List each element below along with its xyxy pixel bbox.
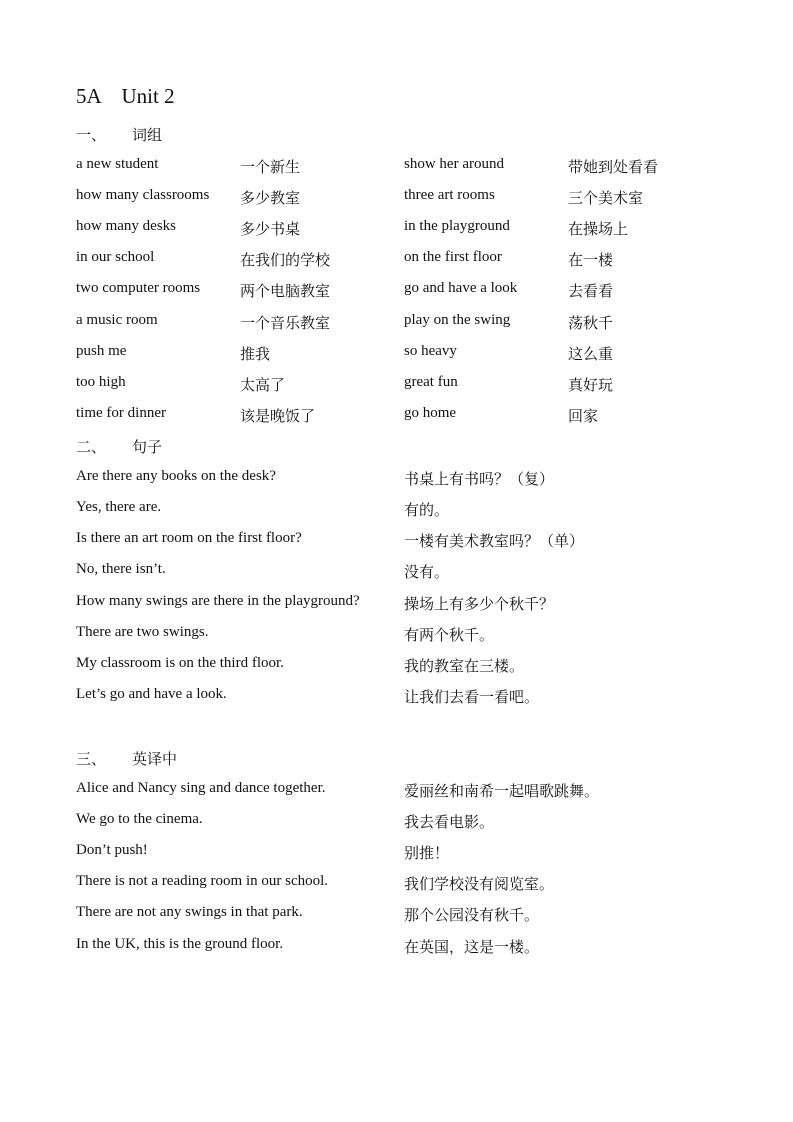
phrase-english: great fun	[404, 374, 458, 390]
sentence-english: My classroom is on the third floor.	[76, 655, 284, 671]
translation-chinese: 在英国，这是一楼。	[404, 940, 540, 956]
phrase-row	[0, 187, 793, 211]
translation-chinese: 爱丽丝和南希一起唱歌跳舞。	[404, 784, 600, 800]
sentence-english: There are two swings.	[76, 624, 209, 640]
translation-row	[0, 936, 793, 960]
phrase-english: on the first floor	[404, 249, 502, 265]
phrase-chinese: 太高了	[240, 378, 286, 394]
phrase-chinese: 两个电脑教室	[240, 284, 331, 300]
translation-row	[0, 904, 793, 928]
phrase-chinese: 这么重	[568, 347, 614, 363]
sentence-chinese: 操场上有多少个秋千？	[404, 597, 555, 613]
sentence-english: Let’s go and have a look.	[76, 686, 227, 702]
sentence-chinese: 没有。	[404, 565, 450, 581]
section-heading-translation	[76, 748, 177, 769]
phrase-english: time for dinner	[76, 405, 166, 421]
sentence-chinese: 一楼有美术教室吗？（单）	[404, 534, 585, 550]
translation-english: We go to the cinema.	[76, 811, 203, 827]
sentence-row	[0, 655, 793, 679]
sentence-chinese: 有的。	[404, 503, 450, 519]
phrase-chinese: 真好玩	[568, 378, 614, 394]
translation-chinese: 别推！	[404, 846, 450, 862]
phrase-row	[0, 312, 793, 336]
translation-chinese: 我去看电影。	[404, 815, 495, 831]
phrase-chinese: 在我们的学校	[240, 253, 331, 269]
phrase-english: how many desks	[76, 218, 176, 234]
translation-row	[0, 873, 793, 897]
translation-english: Alice and Nancy sing and dance together.	[76, 780, 326, 796]
sentence-row	[0, 499, 793, 523]
translation-english: There are not any swings in that park.	[76, 904, 303, 920]
phrase-english: how many classrooms	[76, 187, 210, 203]
sentence-row	[0, 468, 793, 492]
sentence-row	[0, 624, 793, 648]
phrase-english: push me	[76, 343, 127, 359]
section-heading-phrases	[76, 124, 162, 145]
sentence-english: How many swings are there in the playground?	[76, 593, 360, 609]
phrase-english: so heavy	[404, 343, 457, 359]
section-number: 三、	[76, 752, 107, 768]
translation-chinese: 那个公园没有秋千。	[404, 908, 540, 924]
phrase-chinese: 带她到处看看	[568, 160, 659, 176]
phrase-english: play on the swing	[404, 312, 511, 328]
section-title: 词组	[132, 128, 163, 144]
phrase-row	[0, 343, 793, 367]
sentence-row	[0, 561, 793, 585]
phrase-chinese: 荡秋千	[568, 316, 614, 332]
phrase-english: go home	[404, 405, 457, 421]
phrase-english: two computer rooms	[76, 280, 201, 296]
sentence-chinese: 书桌上有书吗？（复）	[404, 472, 555, 488]
phrase-english: in our school	[76, 249, 155, 265]
phrase-chinese: 多少教室	[240, 191, 301, 207]
translation-row	[0, 811, 793, 835]
phrase-chinese: 一个新生	[240, 160, 301, 176]
phrase-row	[0, 374, 793, 398]
sentence-row	[0, 593, 793, 617]
section-heading-sentences	[76, 436, 162, 457]
sentence-row	[0, 686, 793, 710]
sentence-english: Are there any books on the desk?	[76, 468, 276, 484]
section-number: 二、	[76, 440, 107, 456]
phrase-english: in the playground	[404, 218, 510, 234]
phrase-english: show her around	[404, 156, 504, 172]
translation-english: Don’t push!	[76, 842, 148, 858]
translation-chinese: 我们学校没有阅览室。	[404, 877, 555, 893]
section-number: 一、	[76, 128, 107, 144]
phrase-english: a music room	[76, 312, 158, 328]
sentence-chinese: 让我们去看一看吧。	[404, 690, 540, 706]
phrase-english: three art rooms	[404, 187, 495, 203]
translation-english: In the UK, this is the ground floor.	[76, 936, 284, 952]
phrase-row	[0, 280, 793, 304]
section-title: 英译中	[132, 752, 178, 768]
translation-english: There is not a reading room in our school.	[76, 873, 329, 889]
phrase-chinese: 该是晚饭了	[240, 409, 316, 425]
translation-row	[0, 842, 793, 866]
phrase-chinese: 三个美术室	[568, 191, 644, 207]
section-title: 句子	[132, 440, 163, 456]
phrase-chinese: 推我	[240, 347, 271, 363]
phrase-chinese: 在一楼	[568, 253, 614, 269]
phrase-chinese: 一个音乐教室	[240, 316, 331, 332]
phrase-english: too high	[76, 374, 126, 390]
phrase-chinese: 去看看	[568, 284, 614, 300]
sentence-chinese: 我的教室在三楼。	[404, 659, 525, 675]
sentence-english: Is there an art room on the first floor?	[76, 530, 302, 546]
translation-row	[0, 780, 793, 804]
page-title: 5A Unit 2	[76, 84, 175, 108]
phrase-row	[0, 405, 793, 429]
phrase-row	[0, 218, 793, 242]
sentence-row	[0, 530, 793, 554]
phrase-chinese: 在操场上	[568, 222, 629, 238]
phrase-chinese: 多少书桌	[240, 222, 301, 238]
phrase-row	[0, 156, 793, 180]
phrase-row	[0, 249, 793, 273]
sentence-chinese: 有两个秋千。	[404, 628, 495, 644]
sentence-english: No, there isn’t.	[76, 561, 166, 577]
phrase-chinese: 回家	[568, 409, 599, 425]
sentence-english: Yes, there are.	[76, 499, 162, 515]
phrase-english: a new student	[76, 156, 159, 172]
phrase-english: go and have a look	[404, 280, 518, 296]
